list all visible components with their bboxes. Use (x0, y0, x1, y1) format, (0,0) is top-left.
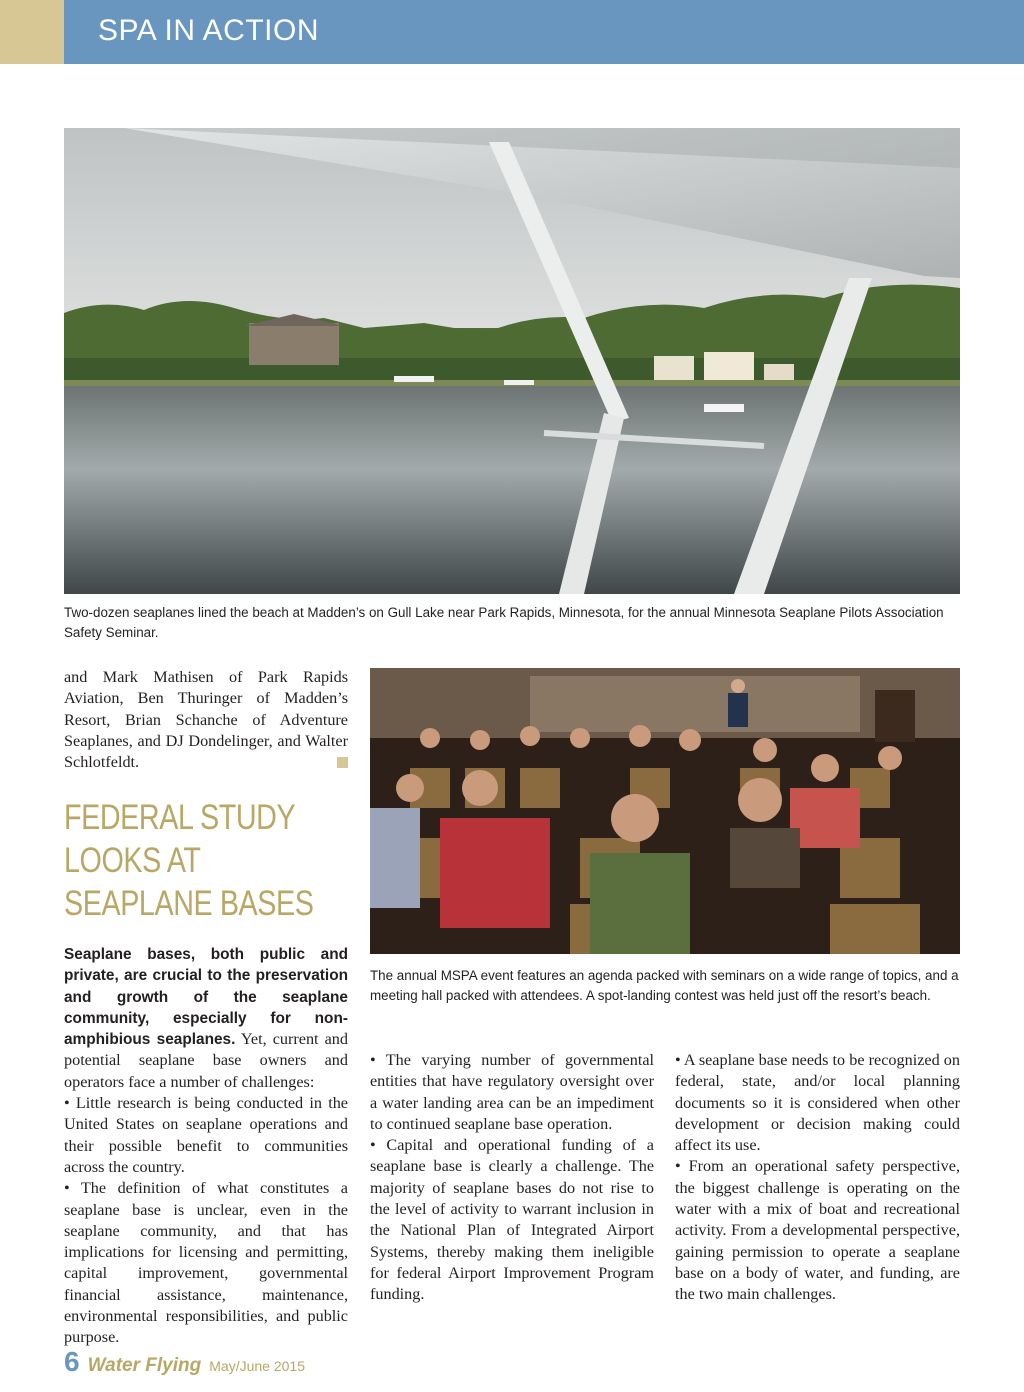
bullet-paragraph: • The varying number of governmental entities that have regulatory oversight over a water landing area can be an impediment to continued seaplane base operation. (370, 1051, 654, 1133)
headline-line: LOOKS AT (64, 841, 201, 880)
bullet-paragraph: • A seaplane base needs to be recognized on federal, state, and/or local planning documents so it is considered when other development or decision making could affect its use. (675, 1051, 960, 1155)
magazine-name: Water Flying (87, 1355, 202, 1376)
top-photo-caption: Two-dozen seaplanes lined the beach at Madden’s on Gull Lake near Park Rapids, Minnesota, for the annual Minnesota Seaplane Pilots Association Safety Seminar. (64, 605, 944, 640)
article-column-3 (675, 1050, 960, 1306)
page-footer (64, 1346, 305, 1376)
bullet-paragraph: • The definition of what constitutes a seaplane base is unclear, even in the seaplane community, and that has implications for licensing and permitting, capital improvement, governmental financial assistance, maintenance, environmental responsibilities, and public purpose. (64, 1179, 348, 1347)
end-of-article-mark (337, 757, 348, 768)
article-lead: Seaplane bases, both public and private, are crucial to the preservation and growth of the seaplane community, especially for non-amphibious seaplanes. (64, 946, 348, 1049)
article-headline (64, 796, 314, 925)
bullet-paragraph: • Little research is being conducted in the United States on seaplane operations and their possible benefit to communities across the country. (64, 1094, 348, 1176)
page-number: 6 (64, 1346, 80, 1377)
article-continuation (64, 667, 348, 773)
article-intro: Yet, current and potential seaplane base owners and operators face a number of challenges: (64, 1030, 348, 1091)
article-column-2 (370, 1050, 654, 1306)
section-title: SPA IN ACTION (98, 14, 319, 47)
issue-date: May/June 2015 (209, 1358, 305, 1374)
seminar-photo-caption: The annual MSPA event features an agenda packed with seminars on a wide range of topics, and a meeting hall packed with attendees. A spot-landing contest was held just off the resort’s beach. (370, 968, 959, 1003)
bullet-paragraph: • From an operational safety perspective, the biggest challenge is operating on the water with a mix of boat and recreational activity. From a developmental perspective, gaining permission to operate a seaplane base on a body of water, and funding, are the two main challenges. (675, 1157, 960, 1304)
header-accent-tab (0, 0, 64, 64)
bullet-paragraph: • Capital and operational funding of a seaplane base is clearly a challenge. The majority of seaplane bases do not rise to the level of activity to warrant inclusion in the National Plan of Integrated Airport Systems, thereby making them ineligible for federal Airport Improvement Program funding. (370, 1136, 654, 1304)
article-column-1 (64, 944, 348, 1349)
headline-line: SEAPLANE BASES (64, 884, 314, 923)
headline-line: FEDERAL STUDY (64, 798, 296, 837)
section-header (0, 0, 1024, 64)
lake-seaplane-photo (64, 128, 960, 594)
seminar-attendees-photo (370, 668, 960, 954)
continuation-text: and Mark Mathisen of Park Rapids Aviation, Ben Thuringer of Madden’s Resort, Brian Schanche of Adventure Seaplanes, and DJ Dondelinger, and Walter Schlotfeldt. (64, 668, 348, 772)
